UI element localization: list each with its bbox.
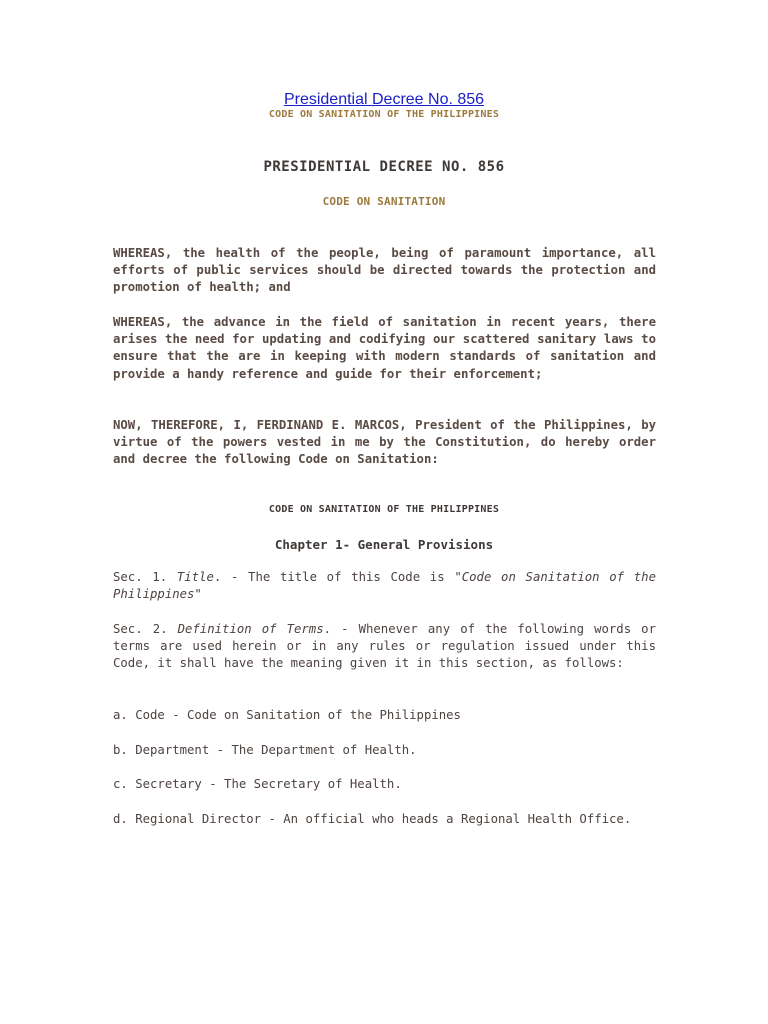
whereas-paragraph-1: WHEREAS, the health of the people, being of paramount importance, all efforts of public services should be directed towards the protection and promotion of health; and xyxy=(113,246,656,295)
sec1-title: Title xyxy=(176,570,214,584)
section-heading: CODE ON SANITATION OF THE PHILIPPINES xyxy=(268,504,500,515)
sec2-title: Definition of Terms xyxy=(177,622,324,636)
chapter-heading: Chapter 1- General Provisions xyxy=(274,537,494,552)
sec1-text: . - The title of this Code is xyxy=(213,570,455,584)
section-2 xyxy=(113,621,656,673)
definition-b: b. Department - The Department of Health. xyxy=(113,743,417,757)
page-title: PRESIDENTIAL DECREE NO. 856 xyxy=(263,159,505,175)
sec2-text: . - Whenever any of the following words or terms are used herein or in any rules or regulation issued under this Code, it shall have the meaning given it in this section, as follows: xyxy=(113,622,656,671)
section-1 xyxy=(113,569,656,603)
definition-d: d. Regional Director - An official who heads a Regional Health Office. xyxy=(113,812,632,826)
code-title: CODE ON SANITATION xyxy=(322,195,446,208)
sec1-quote: "Code on Sanitation of the Philippines" xyxy=(113,570,656,602)
sec1-prefix: Sec. 1. xyxy=(113,570,177,584)
now-therefore-paragraph: NOW, THEREFORE, I, FERDINAND E. MARCOS, President of the Philippines, by virtue of the powers vested in me by the Constitution, do hereby order and decree the following Code on Sanitation: xyxy=(113,418,656,467)
sec2-prefix: Sec. 2. xyxy=(113,622,178,636)
document-subtitle: CODE ON SANITATION OF THE PHILIPPINES xyxy=(268,109,500,120)
definition-c: c. Secretary - The Secretary of Health. xyxy=(113,777,402,791)
definition-a: a. Code - Code on Sanitation of the Philippines xyxy=(113,708,461,722)
decree-link-title[interactable]: Presidential Decree No. 856 xyxy=(283,91,485,108)
whereas-paragraph-2: WHEREAS, the advance in the field of sanitation in recent years, there arises the need for updating and codifying our scattered sanitary laws to ensure that the are in keeping with modern standards of sanitation and provide a handy reference and guide for their enforcement; xyxy=(113,315,656,381)
